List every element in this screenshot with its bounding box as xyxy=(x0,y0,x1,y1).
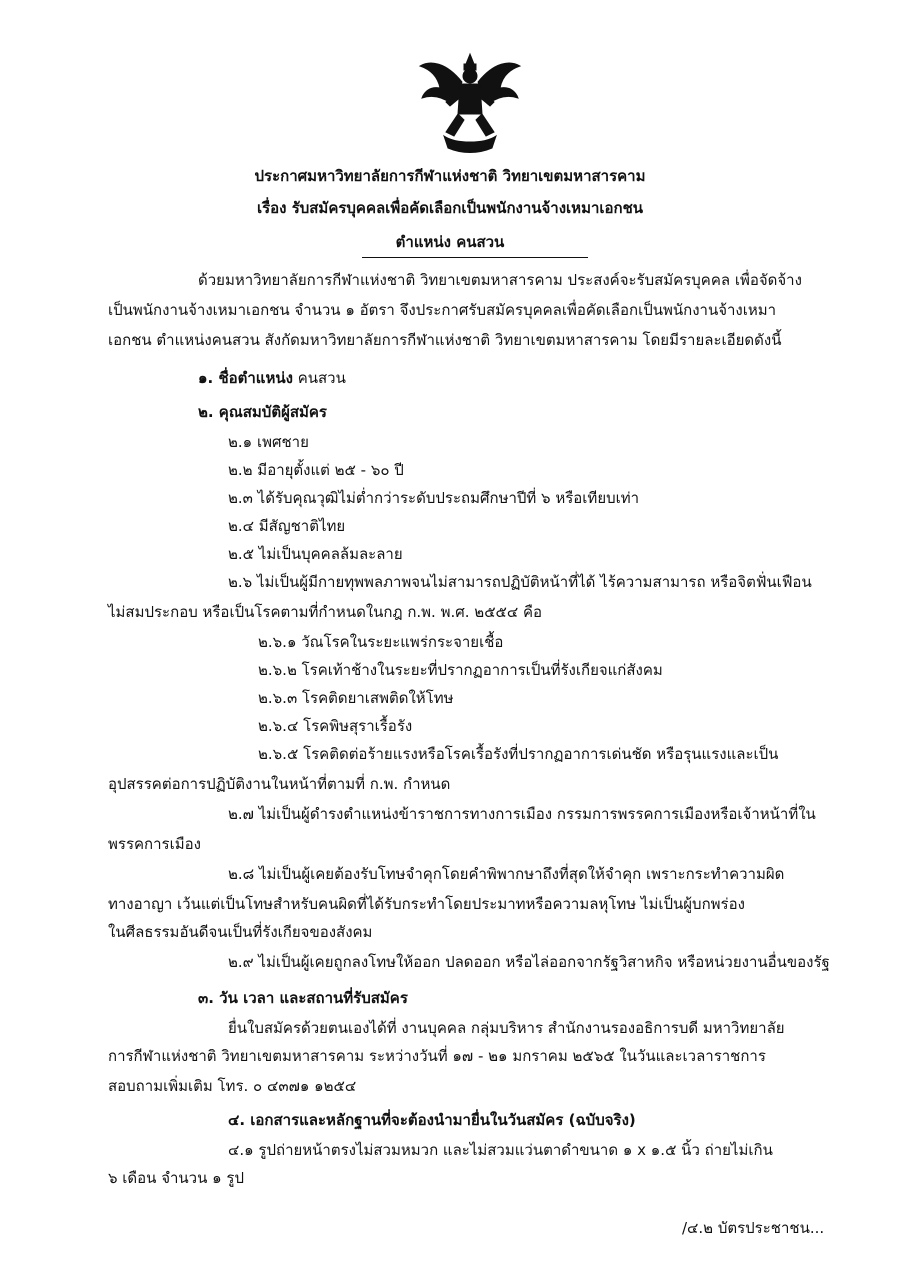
qualification-2-9: ๒.๙ ไม่เป็นผู้เคยถูกลงโทษให้ออก ปลดออก หรือไล่ออกจากรัฐวิสาหกิจ หรือหน่วยงานอื่นของรัฐ xyxy=(228,953,830,971)
qualification-2-6-5-line-2: อุปสรรคต่อการปฏิบัติงานในหน้าที่ตามที่ ก.พ. กำหนด xyxy=(108,775,451,793)
qualification-2-7-line-1: ๒.๗ ไม่เป็นผู้ดำรงตำแหน่งข้าราชการทางการเมือง กรรมการพรรคการเมืองหรือเจ้าหน้าที่ใน xyxy=(228,805,816,823)
qualification-2-2: ๒.๒ มีอายุตั้งแต่ ๒๕ - ๖๐ ปี xyxy=(228,461,404,479)
document-4-1-line-1: ๔.๑ รูปถ่ายหน้าตรงไม่สวมหมวก และไม่สวมแว่นตาดำขนาด ๑ x ๑.๕ นิ้ว ถ่ายไม่เกิน xyxy=(228,1141,773,1159)
qualification-2-5: ๒.๕ ไม่เป็นบุคคลล้มละลาย xyxy=(228,545,403,563)
section-2-heading: ๒. คุณสมบัติผู้สมัคร xyxy=(198,403,327,421)
qualification-2-6-1: ๒.๖.๑ วัณโรคในระยะแพร่กระจายเชื้อ xyxy=(258,633,504,651)
intro-line-2: เป็นพนักงานจ้างเหมาเอกชน จำนวน ๑ อัตรา จึงประกาศรับสมัครบุคคลเพื่อคัดเลือกเป็นพนักงานจ้างเหมา xyxy=(108,301,777,319)
qualification-2-3: ๒.๓ ได้รับคุณวุฒิไม่ต่ำกว่าระดับประถมศึกษาปีที่ ๖ หรือเทียบเท่า xyxy=(228,489,640,507)
title-line-2: เรื่อง รับสมัครบุคคลเพื่อคัดเลือกเป็นพนักงานจ้างเหมาเอกชน xyxy=(256,199,644,217)
section-4-heading: ๔. เอกสารและหลักฐานที่จะต้องนำมายื่นในวันสมัคร (ฉบับจริง) xyxy=(228,1111,636,1129)
section-1-heading: ๑. ชื่อตำแหน่ง xyxy=(198,369,293,387)
qualification-2-8-line-1: ๒.๘ ไม่เป็นผู้เคยต้องรับโทษจำคุกโดยคำพิพากษาถึงที่สุดให้จำคุก เพราะกระทำความผิด xyxy=(228,865,785,883)
section-1-value: คนสวน xyxy=(297,369,346,387)
title-line-3: ตำแหน่ง คนสวน xyxy=(395,233,505,251)
document-4-1-line-2: ๖ เดือน จำนวน ๑ รูป xyxy=(108,1169,244,1187)
qualification-2-8-line-3: ในศีลธรรมอันดีจนเป็นที่รังเกียจของสังคม xyxy=(108,923,373,941)
section-3-line-3: สอบถามเพิ่มเติม โทร. ๐ ๔๓๗๑ ๑๒๕๔ xyxy=(108,1077,357,1095)
qualification-2-7-line-2: พรรคการเมือง xyxy=(108,835,201,853)
continued-note: /๔.๒ บัตรประชาชน... xyxy=(682,1219,825,1237)
qualification-2-4: ๒.๔ มีสัญชาติไทย xyxy=(228,517,346,535)
qualification-2-6-2: ๒.๖.๒ โรคเท้าช้างในระยะที่ปรากฏอาการเป็นที่รังเกียจแก่สังคม xyxy=(258,661,663,679)
garuda-emblem-icon xyxy=(416,52,524,156)
section-3-line-1: ยื่นใบสมัครด้วยตนเองได้ที่ งานบุคคล กลุ่มบริหาร สำนักงานรองอธิการบดี มหาวิทยาลัย xyxy=(228,1019,785,1037)
qualification-2-6-line-1: ๒.๖ ไม่เป็นผู้มีกายทุพพลภาพจนไม่สามารถปฏิบัติหน้าที่ได้ ไร้ความสามารถ หรือจิตฟั่นเฟือน xyxy=(228,573,812,591)
qualification-2-1: ๒.๑ เพศชาย xyxy=(228,433,309,451)
qualification-2-8-line-2: ทางอาญา เว้นแต่เป็นโทษสำหรับคนผิดที่ได้รับกระทำโดยประมาทหรือความลหุโทษ ไม่เป็นผู้บกพร่อง xyxy=(108,895,745,913)
section-3-line-2: การกีฬาแห่งชาติ วิทยาเขตมหาสารคาม ระหว่างวันที่ ๑๗ - ๒๑ มกราคม ๒๕๖๕ ในวันและเวลาราชการ xyxy=(108,1047,766,1065)
title-line-1: ประกาศมหาวิทยาลัยการกีฬาแห่งชาติ วิทยาเขตมหาสารคาม xyxy=(254,167,646,185)
title-underline xyxy=(362,257,588,258)
qualification-2-6-4: ๒.๖.๔ โรคพิษสุราเรื้อรัง xyxy=(258,717,413,735)
section-1 xyxy=(198,368,346,388)
qualification-2-6-5-line-1: ๒.๖.๕ โรคติดต่อร้ายแรงหรือโรคเรื้อรังที่ปรากฏอาการเด่นชัด หรือรุนแรงและเป็น xyxy=(258,745,779,763)
qualification-2-6-3: ๒.๖.๓ โรคติดยาเสพติดให้โทษ xyxy=(258,689,454,707)
intro-line-1: ด้วยมหาวิทยาลัยการกีฬาแห่งชาติ วิทยาเขตมหาสารคาม ประสงค์จะรับสมัครบุคคล เพื่อจัดจ้าง xyxy=(198,271,802,289)
section-3-heading: ๓. วัน เวลา และสถานที่รับสมัคร xyxy=(198,989,408,1007)
intro-line-3: เอกชน ตำแหน่งคนสวน สังกัดมหาวิทยาลัยการกีฬาแห่งชาติ วิทยาเขตมหาสารคาม โดยมีรายละเอียดดังนี้ xyxy=(108,331,782,349)
qualification-2-6-line-2: ไม่สมประกอบ หรือเป็นโรคตามที่กำหนดในกฎ ก.พ. พ.ศ. ๒๕๕๔ คือ xyxy=(108,603,543,621)
